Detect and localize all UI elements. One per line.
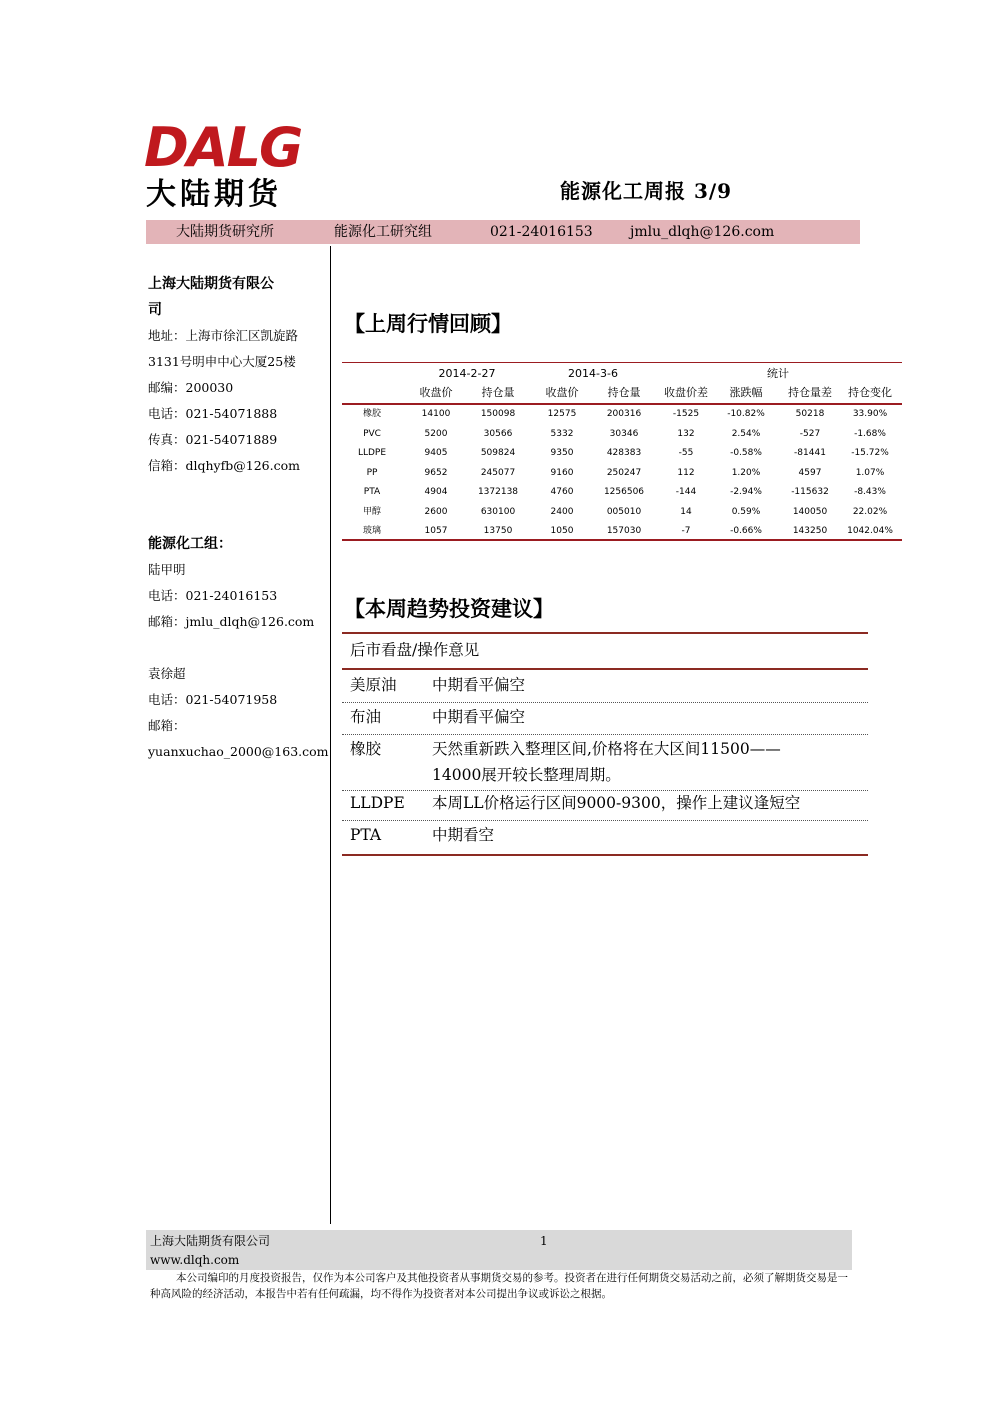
table-cell: 9160 — [550, 467, 574, 478]
table-cell: -15.72% — [851, 448, 889, 458]
row-label: PP — [366, 467, 378, 478]
header-institute: 大陆期货研究所 — [176, 224, 274, 240]
table-cell: 428383 — [606, 448, 642, 458]
table-cell: 4904 — [424, 487, 448, 497]
table-cell: 112 — [677, 467, 695, 478]
table-header-rule — [342, 403, 902, 405]
postcode: 邮编：200030 — [148, 380, 234, 395]
column-header: 持仓量 — [607, 386, 641, 399]
advice-row-rubber-name: 橡胶 — [350, 740, 382, 758]
page-number: 1 — [540, 1234, 548, 1248]
analyst2-tel: 电话：021-54071958 — [148, 692, 278, 707]
logo-mark: DALG — [144, 116, 302, 179]
analyst2-email-label: 邮箱： — [148, 718, 186, 733]
row-label: 橡胶 — [362, 409, 381, 419]
advice-row-rubber-view-cont: 14000展开较长整理周期。 — [432, 766, 621, 784]
group-header: 2014-2-27 — [438, 367, 496, 380]
table-cell: 140050 — [792, 506, 828, 517]
table-cell: -8.43% — [854, 487, 886, 497]
address-line1: 地址：上海市徐汇区凯旋路 — [148, 328, 299, 343]
disclaimer: 本公司编印的月度投资报告，仅作为本公司客户及其他投资者从事期货交易的参考。投资者在进行任何期货交易活动之前，必须了解期货交易是一种高风险的经济活动，本报告中若有任何疏漏，均不得作为投资者对本公司提出争议或诉讼之根据。 — [150, 1272, 848, 1300]
table-cell: 5332 — [550, 428, 574, 439]
row-divider — [342, 820, 868, 821]
table-cell: 2600 — [424, 506, 448, 517]
table-cell: 1256506 — [603, 487, 645, 497]
table-cell: -1525 — [672, 409, 700, 419]
company-mail[interactable]: 信箱：dlqhyfb@126.com — [148, 458, 300, 473]
footer-website[interactable]: www.dlqh.com — [150, 1253, 240, 1267]
table-cell: 14 — [680, 506, 692, 517]
table-cell: 250247 — [606, 467, 642, 478]
column-header: 持仓量差 — [788, 386, 832, 399]
table-cell: 12575 — [547, 409, 577, 419]
table-cell: 157030 — [606, 526, 642, 536]
table-cell: 2400 — [550, 506, 574, 517]
table-cell: 50218 — [795, 409, 825, 419]
market-review-table — [342, 362, 902, 542]
report-title: 能源化工周报 3/9 — [560, 179, 733, 203]
advice-header: 后市看盘/操作意见 — [350, 641, 480, 659]
table-cell: 2.54% — [731, 428, 761, 439]
advice-header-rule — [342, 668, 868, 670]
company-logo — [144, 118, 334, 213]
column-header: 涨跌幅 — [729, 386, 763, 399]
table-cell: 5200 — [424, 428, 448, 439]
table-cell: 33.90% — [852, 409, 888, 419]
table-cell: -1.68% — [854, 428, 886, 439]
logo-chinese-name: 大陆期货 — [146, 177, 282, 212]
table-cell: -10.82% — [727, 409, 765, 419]
table-cell: 4760 — [550, 487, 574, 497]
column-header: 收盘价差 — [664, 386, 708, 399]
table-cell: -115632 — [791, 487, 829, 497]
advice-row-brent-name: 布油 — [350, 708, 382, 726]
advice-top-rule — [342, 632, 868, 634]
header-info-bar — [146, 220, 860, 244]
table-cell: 9652 — [424, 467, 448, 478]
table-cell: 1050 — [550, 526, 574, 536]
table-cell: 143250 — [792, 526, 828, 536]
row-divider — [342, 790, 868, 791]
table-cell: 1372138 — [477, 487, 519, 497]
table-cell: 13750 — [483, 526, 513, 536]
table-cell: 509824 — [480, 448, 516, 458]
advice-bottom-rule — [342, 854, 868, 856]
table-cell: 9405 — [424, 448, 448, 458]
table-cell: 005010 — [606, 506, 642, 517]
column-header: 收盘价 — [545, 386, 579, 399]
table-cell: 14100 — [421, 409, 451, 419]
table-cell: 1057 — [424, 526, 448, 536]
table-cell: -527 — [799, 428, 821, 439]
row-label: LLDPE — [357, 448, 387, 458]
header-email[interactable]: jmlu_dlqh@126.com — [630, 224, 775, 240]
row-divider — [342, 702, 868, 703]
table-cell: 132 — [677, 428, 695, 439]
row-label: PVC — [363, 428, 381, 439]
table-cell: 150098 — [480, 409, 516, 419]
header-phone: 021-24016153 — [490, 224, 593, 240]
table-cell: -2.94% — [730, 487, 762, 497]
footer-company: 上海大陆期货有限公司 — [150, 1234, 271, 1248]
table-cell: 1042.04% — [847, 526, 893, 536]
table-cell: 9350 — [550, 448, 574, 458]
row-label: 玻璃 — [362, 526, 381, 536]
address-line2: 3131号明申中心大厦25楼 — [148, 354, 296, 369]
sidebar-divider — [330, 246, 331, 1224]
review-section-title: 【上周行情回顾】 — [344, 312, 512, 336]
table-cell: 1.07% — [855, 467, 885, 478]
table-cell: 4597 — [798, 467, 822, 478]
company-fax: 传真：021-54071889 — [148, 432, 278, 447]
advice-row-crude-name: 美原油 — [350, 676, 397, 694]
table-top-rule — [342, 362, 902, 363]
table-cell: 245077 — [480, 467, 516, 478]
column-header: 收盘价 — [419, 386, 453, 399]
table-cell: 630100 — [480, 506, 516, 517]
advice-row-pta-view: 中期看空 — [432, 826, 495, 844]
table-cell: 1.20% — [731, 467, 761, 478]
advice-row-crude-view: 中期看平偏空 — [432, 676, 526, 694]
column-header: 持仓变化 — [848, 386, 892, 399]
row-divider — [342, 734, 868, 735]
company-name-line2: 司 — [148, 302, 162, 318]
analyst2-name: 袁徐超 — [148, 666, 186, 681]
company-name-line1: 上海大陆期货有限公 — [148, 276, 274, 292]
analyst1-email[interactable]: 邮箱：jmlu_dlqh@126.com — [148, 614, 315, 629]
group-title: 能源化工组： — [148, 536, 232, 552]
advice-row-lldpe-name: LLDPE — [350, 794, 405, 812]
table-cell: -0.66% — [730, 526, 762, 536]
advice-section-title: 【本周趋势投资建议】 — [344, 597, 554, 621]
row-label: 甲醇 — [362, 506, 381, 517]
row-label: PTA — [363, 487, 381, 497]
table-cell: 0.59% — [731, 506, 761, 517]
table-cell: -0.58% — [730, 448, 762, 458]
table-bottom-rule — [342, 539, 902, 541]
table-cell: 30346 — [609, 428, 639, 439]
group-header: 统计 — [767, 367, 789, 380]
advice-row-pta-name: PTA — [350, 826, 382, 844]
table-cell: -7 — [681, 526, 691, 536]
table-cell: 200316 — [606, 409, 642, 419]
company-tel: 电话：021-54071888 — [148, 406, 278, 421]
table-cell: 30566 — [483, 428, 513, 439]
table-cell: 22.02% — [852, 506, 888, 517]
analyst1-tel: 电话：021-24016153 — [148, 588, 278, 603]
header-group: 能源化工研究组 — [334, 224, 432, 240]
advice-row-rubber-view: 天然重新跌入整理区间,价格将在大区间11500—— — [432, 740, 781, 758]
table-cell: -81441 — [794, 448, 826, 458]
column-header: 持仓量 — [481, 386, 515, 399]
table-cell: -55 — [678, 448, 694, 458]
group-header: 2014-3-6 — [568, 367, 618, 380]
table-cell: -144 — [675, 487, 697, 497]
analyst2-email[interactable]: yuanxuchao_2000@163.com — [148, 744, 329, 759]
advice-row-brent-view: 中期看平偏空 — [432, 708, 526, 726]
analyst1-name: 陆甲明 — [148, 562, 186, 577]
advice-row-lldpe-view: 本周LL价格运行区间9000-9300，操作上建议逢短空 — [432, 794, 801, 812]
